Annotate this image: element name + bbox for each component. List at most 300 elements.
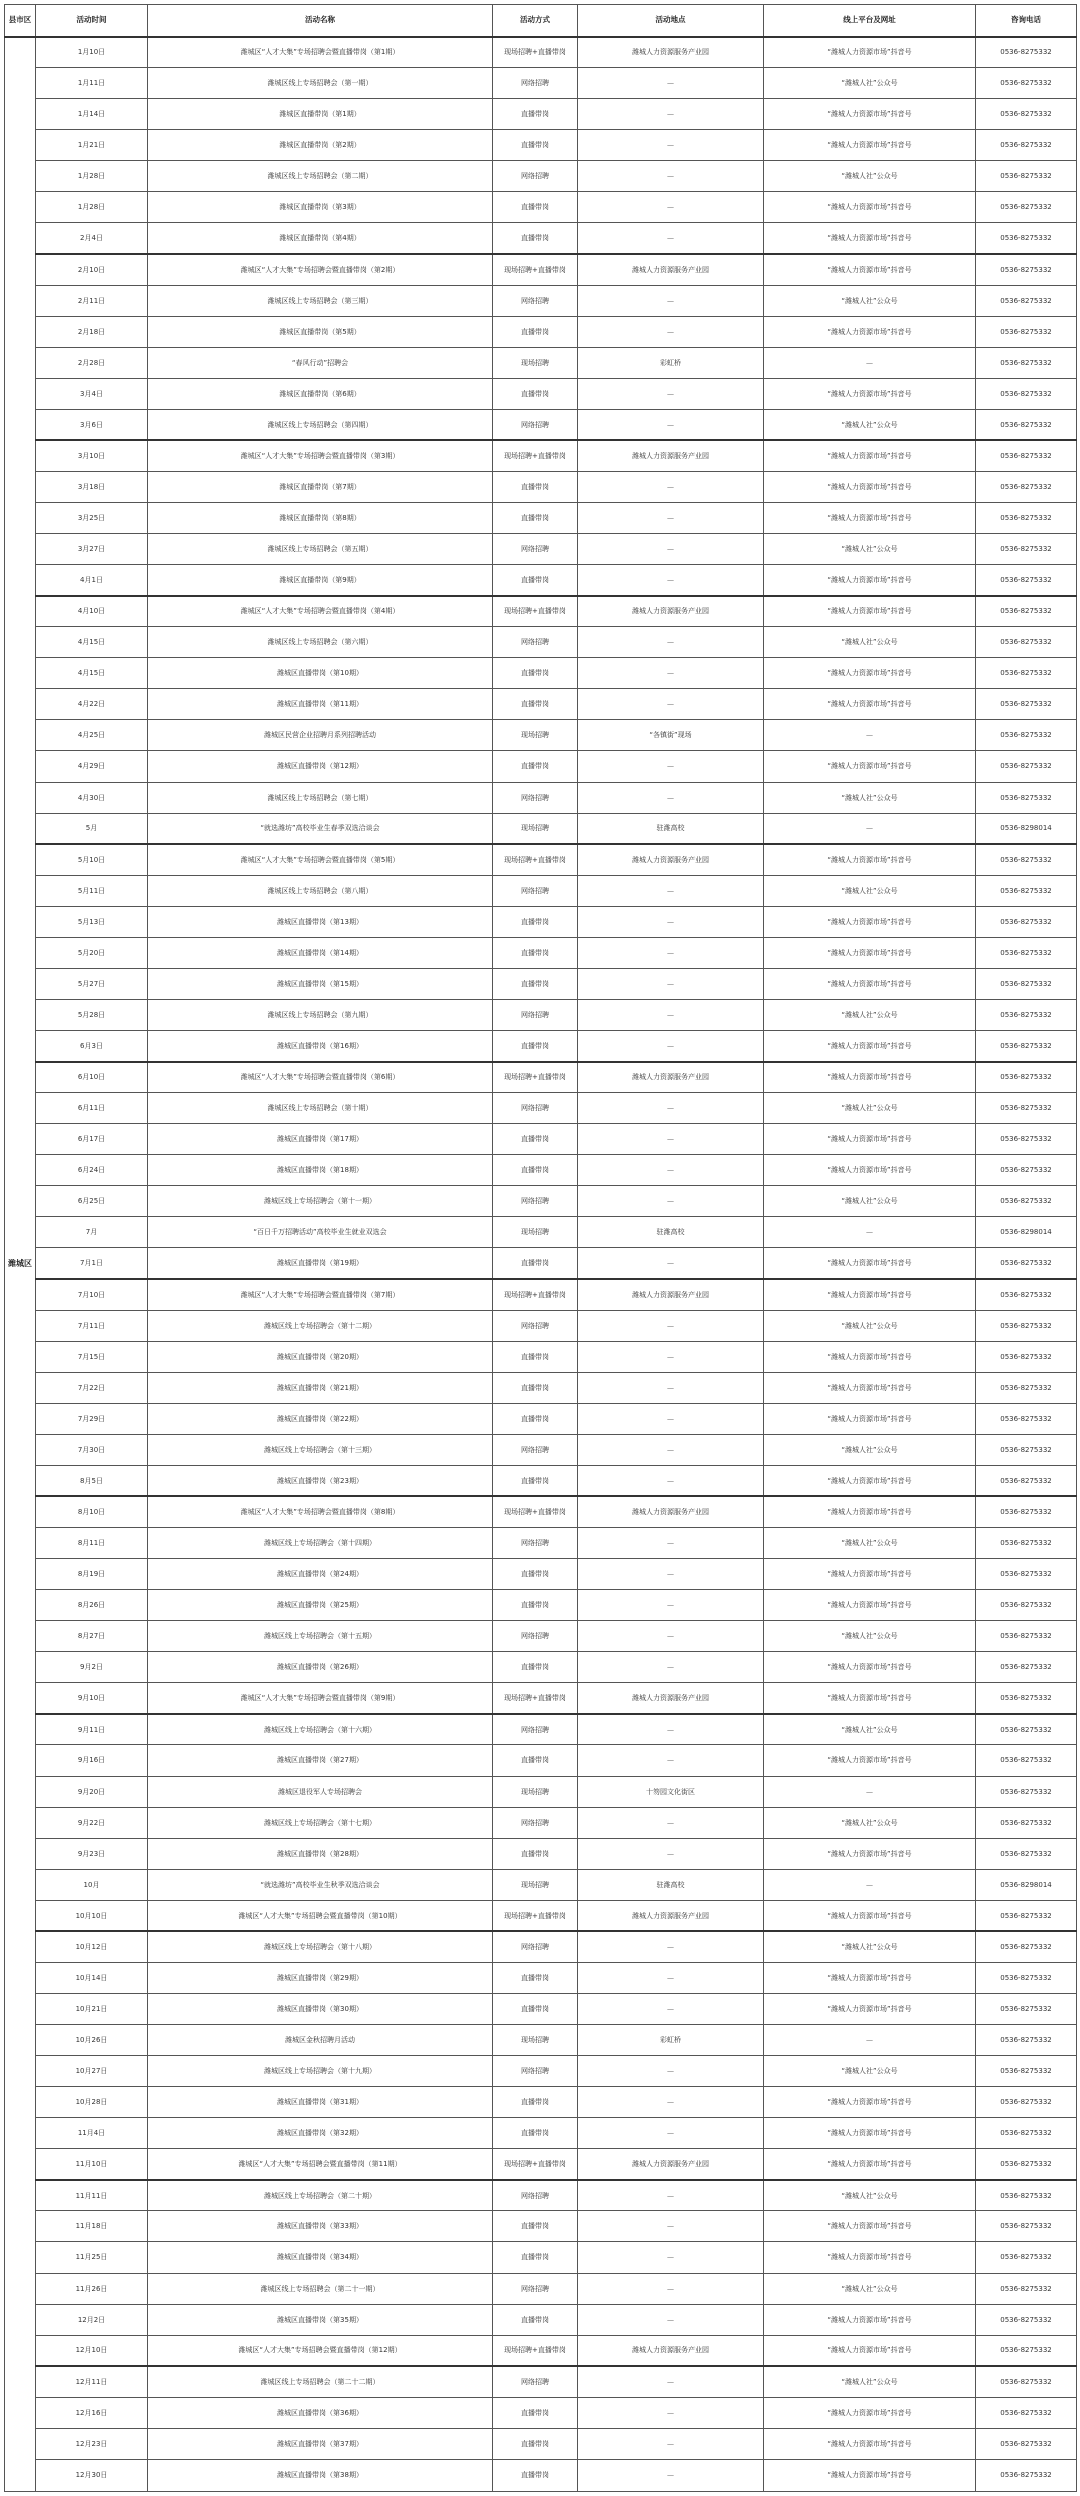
cell-date: 11月25日 — [36, 2242, 148, 2273]
cell-mode: 现场招聘+直播带岗 — [493, 440, 578, 471]
cell-phone: 0536-8275332 — [976, 2366, 1077, 2397]
cell-phone: 0536-8275332 — [976, 1900, 1077, 1931]
cell-date: 9月22日 — [36, 1807, 148, 1838]
cell-platform: “潍城人社”公众号 — [764, 1093, 976, 1124]
cell-platform: “潍城人力资源市场”抖音号 — [764, 1993, 976, 2024]
header-row — [5, 5, 1077, 37]
table-row — [5, 1062, 1077, 1093]
cell-place: 潍城人力资源服务产业园 — [578, 1279, 764, 1310]
cell-mode: 网络招聘 — [493, 161, 578, 192]
table-row — [5, 1528, 1077, 1559]
cell-phone: 0536-8275332 — [976, 937, 1077, 968]
cell-mode: 网络招聘 — [493, 782, 578, 813]
table-row — [5, 2025, 1077, 2056]
cell-platform: “潍城人力资源市场”抖音号 — [764, 1652, 976, 1683]
cell-name: 潍城区直播带岗（第30期） — [148, 1993, 493, 2024]
table-row — [5, 658, 1077, 689]
cell-platform: — — [764, 1869, 976, 1900]
table-row — [5, 502, 1077, 533]
cell-place: 潍城人力资源服务产业园 — [578, 1496, 764, 1527]
cell-phone: 0536-8275332 — [976, 2335, 1077, 2366]
cell-platform: “潍城人力资源市场”抖音号 — [764, 378, 976, 409]
cell-name: 潍城区直播带岗（第19期） — [148, 1248, 493, 1279]
cell-platform: “潍城人力资源市场”抖音号 — [764, 1124, 976, 1155]
cell-platform: “潍城人力资源市场”抖音号 — [764, 254, 976, 285]
cell-name: 潍城区直播带岗（第21期） — [148, 1372, 493, 1403]
table-row — [5, 689, 1077, 720]
cell-date: 7月10日 — [36, 1279, 148, 1310]
table-row — [5, 409, 1077, 440]
cell-phone: 0536-8275332 — [976, 99, 1077, 130]
cell-platform: “潍城人社”公众号 — [764, 1310, 976, 1341]
cell-name: “就选潍坊”高校毕业生秋季双选洽谈会 — [148, 1869, 493, 1900]
cell-phone: 0536-8275332 — [976, 2149, 1077, 2180]
cell-platform: “潍城人力资源市场”抖音号 — [764, 2118, 976, 2149]
cell-mode: 网络招聘 — [493, 409, 578, 440]
cell-place: — — [578, 2056, 764, 2087]
cell-place: — — [578, 502, 764, 533]
cell-name: 潍城区直播带岗（第29期） — [148, 1962, 493, 1993]
cell-place: — — [578, 1434, 764, 1465]
cell-name: 潍城区线上专场招聘会（第十五期） — [148, 1621, 493, 1652]
cell-place: — — [578, 2304, 764, 2335]
cell-name: 潍城区直播带岗（第23期） — [148, 1465, 493, 1496]
cell-place: — — [578, 1559, 764, 1590]
cell-place: — — [578, 1745, 764, 1776]
table-row — [5, 813, 1077, 844]
cell-place: 彩虹桥 — [578, 2025, 764, 2056]
cell-place: — — [578, 1838, 764, 1869]
cell-mode: 网络招聘 — [493, 1093, 578, 1124]
cell-mode: 直播带岗 — [493, 937, 578, 968]
cell-mode: 网络招聘 — [493, 68, 578, 99]
cell-name: 潍城区线上专场招聘会（第九期） — [148, 999, 493, 1030]
cell-platform: “潍城人社”公众号 — [764, 161, 976, 192]
cell-mode: 网络招聘 — [493, 2180, 578, 2211]
cell-mode: 网络招聘 — [493, 285, 578, 316]
cell-place: — — [578, 999, 764, 1030]
table-row — [5, 1310, 1077, 1341]
cell-date: 7月22日 — [36, 1372, 148, 1403]
cell-phone: 0536-8275332 — [976, 999, 1077, 1030]
cell-phone: 0536-8275332 — [976, 1962, 1077, 1993]
cell-date: 10月12日 — [36, 1931, 148, 1962]
cell-phone: 0536-8275332 — [976, 1310, 1077, 1341]
cell-date: 1月14日 — [36, 99, 148, 130]
cell-place: 潍城人力资源服务产业园 — [578, 37, 764, 68]
cell-platform: “潍城人社”公众号 — [764, 285, 976, 316]
cell-name: 潍城区“人才大集”专场招聘会暨直播带岗（第10期） — [148, 1900, 493, 1931]
cell-mode: 直播带岗 — [493, 1590, 578, 1621]
cell-date: 10月26日 — [36, 2025, 148, 2056]
cell-mode: 直播带岗 — [493, 2242, 578, 2273]
cell-place: — — [578, 1310, 764, 1341]
cell-platform: “潍城人社”公众号 — [764, 409, 976, 440]
cell-date: 11月10日 — [36, 2149, 148, 2180]
cell-date: 6月11日 — [36, 1093, 148, 1124]
cell-mode: 直播带岗 — [493, 1962, 578, 1993]
cell-name: 潍城区“人才大集”专场招聘会暨直播带岗（第8期） — [148, 1496, 493, 1527]
cell-mode: 现场招聘+直播带岗 — [493, 2335, 578, 2366]
cell-mode: 现场招聘 — [493, 347, 578, 378]
cell-phone: 0536-8275332 — [976, 1403, 1077, 1434]
cell-mode: 网络招聘 — [493, 627, 578, 658]
table-row — [5, 1124, 1077, 1155]
cell-name: 潍城区“人才大集”专场招聘会暨直播带岗（第5期） — [148, 844, 493, 875]
cell-place: — — [578, 1962, 764, 1993]
cell-mode: 现场招聘+直播带岗 — [493, 1496, 578, 1527]
cell-platform: “潍城人力资源市场”抖音号 — [764, 440, 976, 471]
table-row — [5, 1807, 1077, 1838]
cell-mode: 现场招聘+直播带岗 — [493, 844, 578, 875]
cell-name: 潍城区线上专场招聘会（第十期） — [148, 1093, 493, 1124]
cell-platform: — — [764, 2025, 976, 2056]
cell-place: 潍城人力资源服务产业园 — [578, 1062, 764, 1093]
cell-place: — — [578, 285, 764, 316]
cell-date: 10月21日 — [36, 1993, 148, 2024]
cell-date: 6月3日 — [36, 1031, 148, 1062]
table-row — [5, 2273, 1077, 2304]
table-row — [5, 1993, 1077, 2024]
cell-mode: 现场招聘 — [493, 813, 578, 844]
schedule-sheet — [4, 4, 1076, 2492]
cell-date: 6月24日 — [36, 1155, 148, 1186]
table-row — [5, 1434, 1077, 1465]
cell-date: 3月27日 — [36, 534, 148, 565]
cell-place: — — [578, 1714, 764, 1745]
cell-name: 潍城区“人才大集”专场招聘会暨直播带岗（第6期） — [148, 1062, 493, 1093]
cell-place: — — [578, 1528, 764, 1559]
table-row — [5, 471, 1077, 502]
cell-mode: 网络招聘 — [493, 999, 578, 1030]
cell-phone: 0536-8275332 — [976, 68, 1077, 99]
cell-platform: “潍城人社”公众号 — [764, 2273, 976, 2304]
cell-phone: 0536-8275332 — [976, 1838, 1077, 1869]
cell-mode: 现场招聘+直播带岗 — [493, 1683, 578, 1714]
cell-date: 10月28日 — [36, 2087, 148, 2118]
cell-mode: 直播带岗 — [493, 502, 578, 533]
cell-platform: “潍城人力资源市场”抖音号 — [764, 1372, 976, 1403]
cell-place: — — [578, 658, 764, 689]
table-row — [5, 2335, 1077, 2366]
cell-place: 潍城人力资源服务产业园 — [578, 1683, 764, 1714]
cell-phone: 0536-8275332 — [976, 2056, 1077, 2087]
table-row — [5, 1714, 1077, 1745]
table-row — [5, 1683, 1077, 1714]
cell-mode: 网络招聘 — [493, 1434, 578, 1465]
cell-name: 潍城区直播带岗（第18期） — [148, 1155, 493, 1186]
cell-platform: “潍城人社”公众号 — [764, 1807, 976, 1838]
cell-phone: 0536-8275332 — [976, 906, 1077, 937]
cell-phone: 0536-8275332 — [976, 2118, 1077, 2149]
cell-name: 潍城区线上专场招聘会（第二十一期） — [148, 2273, 493, 2304]
cell-phone: 0536-8275332 — [976, 1279, 1077, 1310]
col-header-phone: 咨询电话 — [976, 5, 1077, 37]
cell-date: 10月27日 — [36, 2056, 148, 2087]
cell-platform: “潍城人力资源市场”抖音号 — [764, 1465, 976, 1496]
cell-platform: “潍城人力资源市场”抖音号 — [764, 130, 976, 161]
table-row — [5, 1217, 1077, 1248]
cell-date: 10月10日 — [36, 1900, 148, 1931]
cell-phone: 0536-8275332 — [976, 1155, 1077, 1186]
cell-phone: 0536-8275332 — [976, 1621, 1077, 1652]
cell-date: 4月29日 — [36, 751, 148, 782]
cell-mode: 现场招聘 — [493, 1869, 578, 1900]
cell-mode: 直播带岗 — [493, 565, 578, 596]
cell-name: 潍城区线上专场招聘会（第三期） — [148, 285, 493, 316]
cell-place: 潍城人力资源服务产业园 — [578, 2335, 764, 2366]
cell-name: 潍城区直播带岗（第5期） — [148, 316, 493, 347]
cell-phone: 0536-8275332 — [976, 1465, 1077, 1496]
cell-date: 5月27日 — [36, 968, 148, 999]
cell-platform: “潍城人力资源市场”抖音号 — [764, 471, 976, 502]
cell-platform: — — [764, 1776, 976, 1807]
cell-name: 潍城区直播带岗（第34期） — [148, 2242, 493, 2273]
cell-place: — — [578, 1124, 764, 1155]
cell-phone: 0536-8275332 — [976, 968, 1077, 999]
cell-mode: 直播带岗 — [493, 2087, 578, 2118]
cell-mode: 网络招聘 — [493, 1714, 578, 1745]
cell-date: 1月28日 — [36, 192, 148, 223]
cell-platform: “潍城人力资源市场”抖音号 — [764, 2335, 976, 2366]
table-row — [5, 720, 1077, 751]
cell-date: 6月10日 — [36, 1062, 148, 1093]
cell-date: 8月11日 — [36, 1528, 148, 1559]
cell-mode: 现场招聘+直播带岗 — [493, 254, 578, 285]
cell-platform: “潍城人社”公众号 — [764, 2366, 976, 2397]
cell-place: — — [578, 1093, 764, 1124]
cell-mode: 直播带岗 — [493, 316, 578, 347]
cell-name: 潍城区直播带岗（第3期） — [148, 192, 493, 223]
cell-platform: “潍城人力资源市场”抖音号 — [764, 1590, 976, 1621]
cell-mode: 网络招聘 — [493, 534, 578, 565]
cell-date: 2月18日 — [36, 316, 148, 347]
table-row — [5, 1279, 1077, 1310]
table-row — [5, 1931, 1077, 1962]
cell-phone: 0536-8275332 — [976, 565, 1077, 596]
table-row — [5, 254, 1077, 285]
table-row — [5, 751, 1077, 782]
cell-name: 潍城区“人才大集”专场招聘会暨直播带岗（第1期） — [148, 37, 493, 68]
cell-platform: “潍城人力资源市场”抖音号 — [764, 1559, 976, 1590]
cell-platform: “潍城人社”公众号 — [764, 782, 976, 813]
cell-date: 9月23日 — [36, 1838, 148, 1869]
cell-name: 潍城区线上专场招聘会（第十九期） — [148, 2056, 493, 2087]
cell-mode: 直播带岗 — [493, 1031, 578, 1062]
table-row — [5, 130, 1077, 161]
cell-place: — — [578, 689, 764, 720]
cell-phone: 0536-8275332 — [976, 37, 1077, 68]
table-row — [5, 378, 1077, 409]
cell-name: 潍城区直播带岗（第24期） — [148, 1559, 493, 1590]
cell-date: 3月4日 — [36, 378, 148, 409]
cell-phone: 0536-8275332 — [976, 192, 1077, 223]
cell-place: — — [578, 2180, 764, 2211]
cell-date: 5月20日 — [36, 937, 148, 968]
cell-mode: 网络招聘 — [493, 1807, 578, 1838]
cell-date: 8月5日 — [36, 1465, 148, 1496]
cell-date: 5月13日 — [36, 906, 148, 937]
cell-mode: 现场招聘 — [493, 1217, 578, 1248]
table-row — [5, 1652, 1077, 1683]
cell-date: 7月29日 — [36, 1403, 148, 1434]
cell-date: 3月25日 — [36, 502, 148, 533]
table-row — [5, 1186, 1077, 1217]
cell-mode: 现场招聘 — [493, 2025, 578, 2056]
cell-date: 4月15日 — [36, 627, 148, 658]
cell-phone: 0536-8275332 — [976, 440, 1077, 471]
cell-name: 潍城区线上专场招聘会（第二十二期） — [148, 2366, 493, 2397]
cell-platform: “潍城人社”公众号 — [764, 1714, 976, 1745]
table-row — [5, 2428, 1077, 2459]
cell-platform: “潍城人社”公众号 — [764, 627, 976, 658]
cell-name: 潍城区直播带岗（第22期） — [148, 1403, 493, 1434]
cell-phone: 0536-8275332 — [976, 720, 1077, 751]
cell-mode: 直播带岗 — [493, 2304, 578, 2335]
cell-phone: 0536-8275332 — [976, 627, 1077, 658]
table-row — [5, 782, 1077, 813]
cell-mode: 直播带岗 — [493, 99, 578, 130]
cell-place: — — [578, 2211, 764, 2242]
cell-name: 潍城区线上专场招聘会（第二十期） — [148, 2180, 493, 2211]
cell-mode: 现场招聘+直播带岗 — [493, 1062, 578, 1093]
cell-date: 5月10日 — [36, 844, 148, 875]
cell-name: “就选潍坊”高校毕业生春季双选洽谈会 — [148, 813, 493, 844]
table-row — [5, 1838, 1077, 1869]
table-row — [5, 2242, 1077, 2273]
table-row — [5, 2459, 1077, 2491]
cell-phone: 0536-8275332 — [976, 2025, 1077, 2056]
cell-date: 7月1日 — [36, 1248, 148, 1279]
cell-name: 潍城区直播带岗（第14期） — [148, 937, 493, 968]
cell-mode: 直播带岗 — [493, 378, 578, 409]
cell-date: 9月16日 — [36, 1745, 148, 1776]
cell-phone: 0536-8298014 — [976, 813, 1077, 844]
cell-phone: 0536-8275332 — [976, 1776, 1077, 1807]
cell-name: 潍城区直播带岗（第25期） — [148, 1590, 493, 1621]
table-row — [5, 2087, 1077, 2118]
table-row — [5, 534, 1077, 565]
table-row — [5, 906, 1077, 937]
cell-mode: 直播带岗 — [493, 1124, 578, 1155]
cell-mode: 直播带岗 — [493, 130, 578, 161]
cell-platform: “潍城人力资源市场”抖音号 — [764, 1279, 976, 1310]
cell-phone: 0536-8275332 — [976, 1683, 1077, 1714]
cell-mode: 直播带岗 — [493, 968, 578, 999]
cell-name: 潍城区直播带岗（第7期） — [148, 471, 493, 502]
cell-mode: 直播带岗 — [493, 1248, 578, 1279]
cell-place: 潍城人力资源服务产业园 — [578, 254, 764, 285]
cell-date: 12月10日 — [36, 2335, 148, 2366]
cell-name: 潍城区直播带岗（第28期） — [148, 1838, 493, 1869]
cell-date: 7月11日 — [36, 1310, 148, 1341]
cell-name: 潍城区直播带岗（第8期） — [148, 502, 493, 533]
cell-phone: 0536-8275332 — [976, 1590, 1077, 1621]
cell-place: — — [578, 534, 764, 565]
table-row — [5, 627, 1077, 658]
cell-platform: “潍城人社”公众号 — [764, 1434, 976, 1465]
cell-place: — — [578, 2459, 764, 2491]
cell-date: 11月26日 — [36, 2273, 148, 2304]
cell-platform: “潍城人力资源市场”抖音号 — [764, 1496, 976, 1527]
cell-place: — — [578, 2428, 764, 2459]
cell-name: 潍城区直播带岗（第13期） — [148, 906, 493, 937]
cell-platform: “潍城人力资源市场”抖音号 — [764, 844, 976, 875]
cell-phone: 0536-8275332 — [976, 502, 1077, 533]
cell-name: 潍城区直播带岗（第9期） — [148, 565, 493, 596]
cell-place: 驻潍高校 — [578, 1869, 764, 1900]
table-row — [5, 1962, 1077, 1993]
cell-name: 潍城区直播带岗（第1期） — [148, 99, 493, 130]
cell-mode: 直播带岗 — [493, 223, 578, 254]
cell-phone: 0536-8275332 — [976, 1372, 1077, 1403]
cell-phone: 0536-8275332 — [976, 285, 1077, 316]
cell-place: — — [578, 937, 764, 968]
cell-place: — — [578, 2273, 764, 2304]
cell-name: 潍城区退役军人专场招聘会 — [148, 1776, 493, 1807]
cell-date: 1月21日 — [36, 130, 148, 161]
cell-phone: 0536-8298014 — [976, 1217, 1077, 1248]
cell-mode: 网络招聘 — [493, 1931, 578, 1962]
cell-mode: 直播带岗 — [493, 1403, 578, 1434]
cell-place: — — [578, 875, 764, 906]
cell-place: — — [578, 1621, 764, 1652]
cell-mode: 直播带岗 — [493, 689, 578, 720]
cell-date: 2月28日 — [36, 347, 148, 378]
cell-mode: 网络招聘 — [493, 2273, 578, 2304]
cell-platform: “潍城人力资源市场”抖音号 — [764, 968, 976, 999]
cell-platform: “潍城人力资源市场”抖音号 — [764, 502, 976, 533]
cell-place: 潍城人力资源服务产业园 — [578, 596, 764, 627]
cell-place: — — [578, 751, 764, 782]
cell-mode: 网络招聘 — [493, 1528, 578, 1559]
cell-platform: “潍城人社”公众号 — [764, 68, 976, 99]
table-row — [5, 1248, 1077, 1279]
cell-phone: 0536-8275332 — [976, 2397, 1077, 2428]
cell-date: 1月10日 — [36, 37, 148, 68]
cell-date: 2月4日 — [36, 223, 148, 254]
cell-phone: 0536-8275332 — [976, 2180, 1077, 2211]
cell-place: — — [578, 627, 764, 658]
cell-name: 潍城区线上专场招聘会（第二期） — [148, 161, 493, 192]
cell-date: 3月10日 — [36, 440, 148, 471]
cell-platform: “潍城人力资源市场”抖音号 — [764, 1683, 976, 1714]
cell-name: 潍城区“人才大集”专场招聘会暨直播带岗（第2期） — [148, 254, 493, 285]
cell-date: 12月30日 — [36, 2459, 148, 2491]
table-row — [5, 347, 1077, 378]
cell-place: — — [578, 1031, 764, 1062]
table-row — [5, 596, 1077, 627]
cell-phone: 0536-8275332 — [976, 1124, 1077, 1155]
table-row — [5, 565, 1077, 596]
cell-date: 4月30日 — [36, 782, 148, 813]
table-row — [5, 1559, 1077, 1590]
cell-platform: “潍城人力资源市场”抖音号 — [764, 1248, 976, 1279]
table-row — [5, 192, 1077, 223]
cell-name: 潍城区直播带岗（第11期） — [148, 689, 493, 720]
cell-platform: “潍城人力资源市场”抖音号 — [764, 1155, 976, 1186]
cell-platform: “潍城人力资源市场”抖音号 — [764, 937, 976, 968]
table-row — [5, 1869, 1077, 1900]
cell-platform: “潍城人力资源市场”抖音号 — [764, 1341, 976, 1372]
cell-place: — — [578, 1186, 764, 1217]
cell-place: — — [578, 161, 764, 192]
table-row — [5, 844, 1077, 875]
cell-name: 潍城区直播带岗（第26期） — [148, 1652, 493, 1683]
cell-place: — — [578, 1341, 764, 1372]
cell-phone: 0536-8275332 — [976, 1186, 1077, 1217]
cell-platform: “潍城人力资源市场”抖音号 — [764, 1403, 976, 1434]
